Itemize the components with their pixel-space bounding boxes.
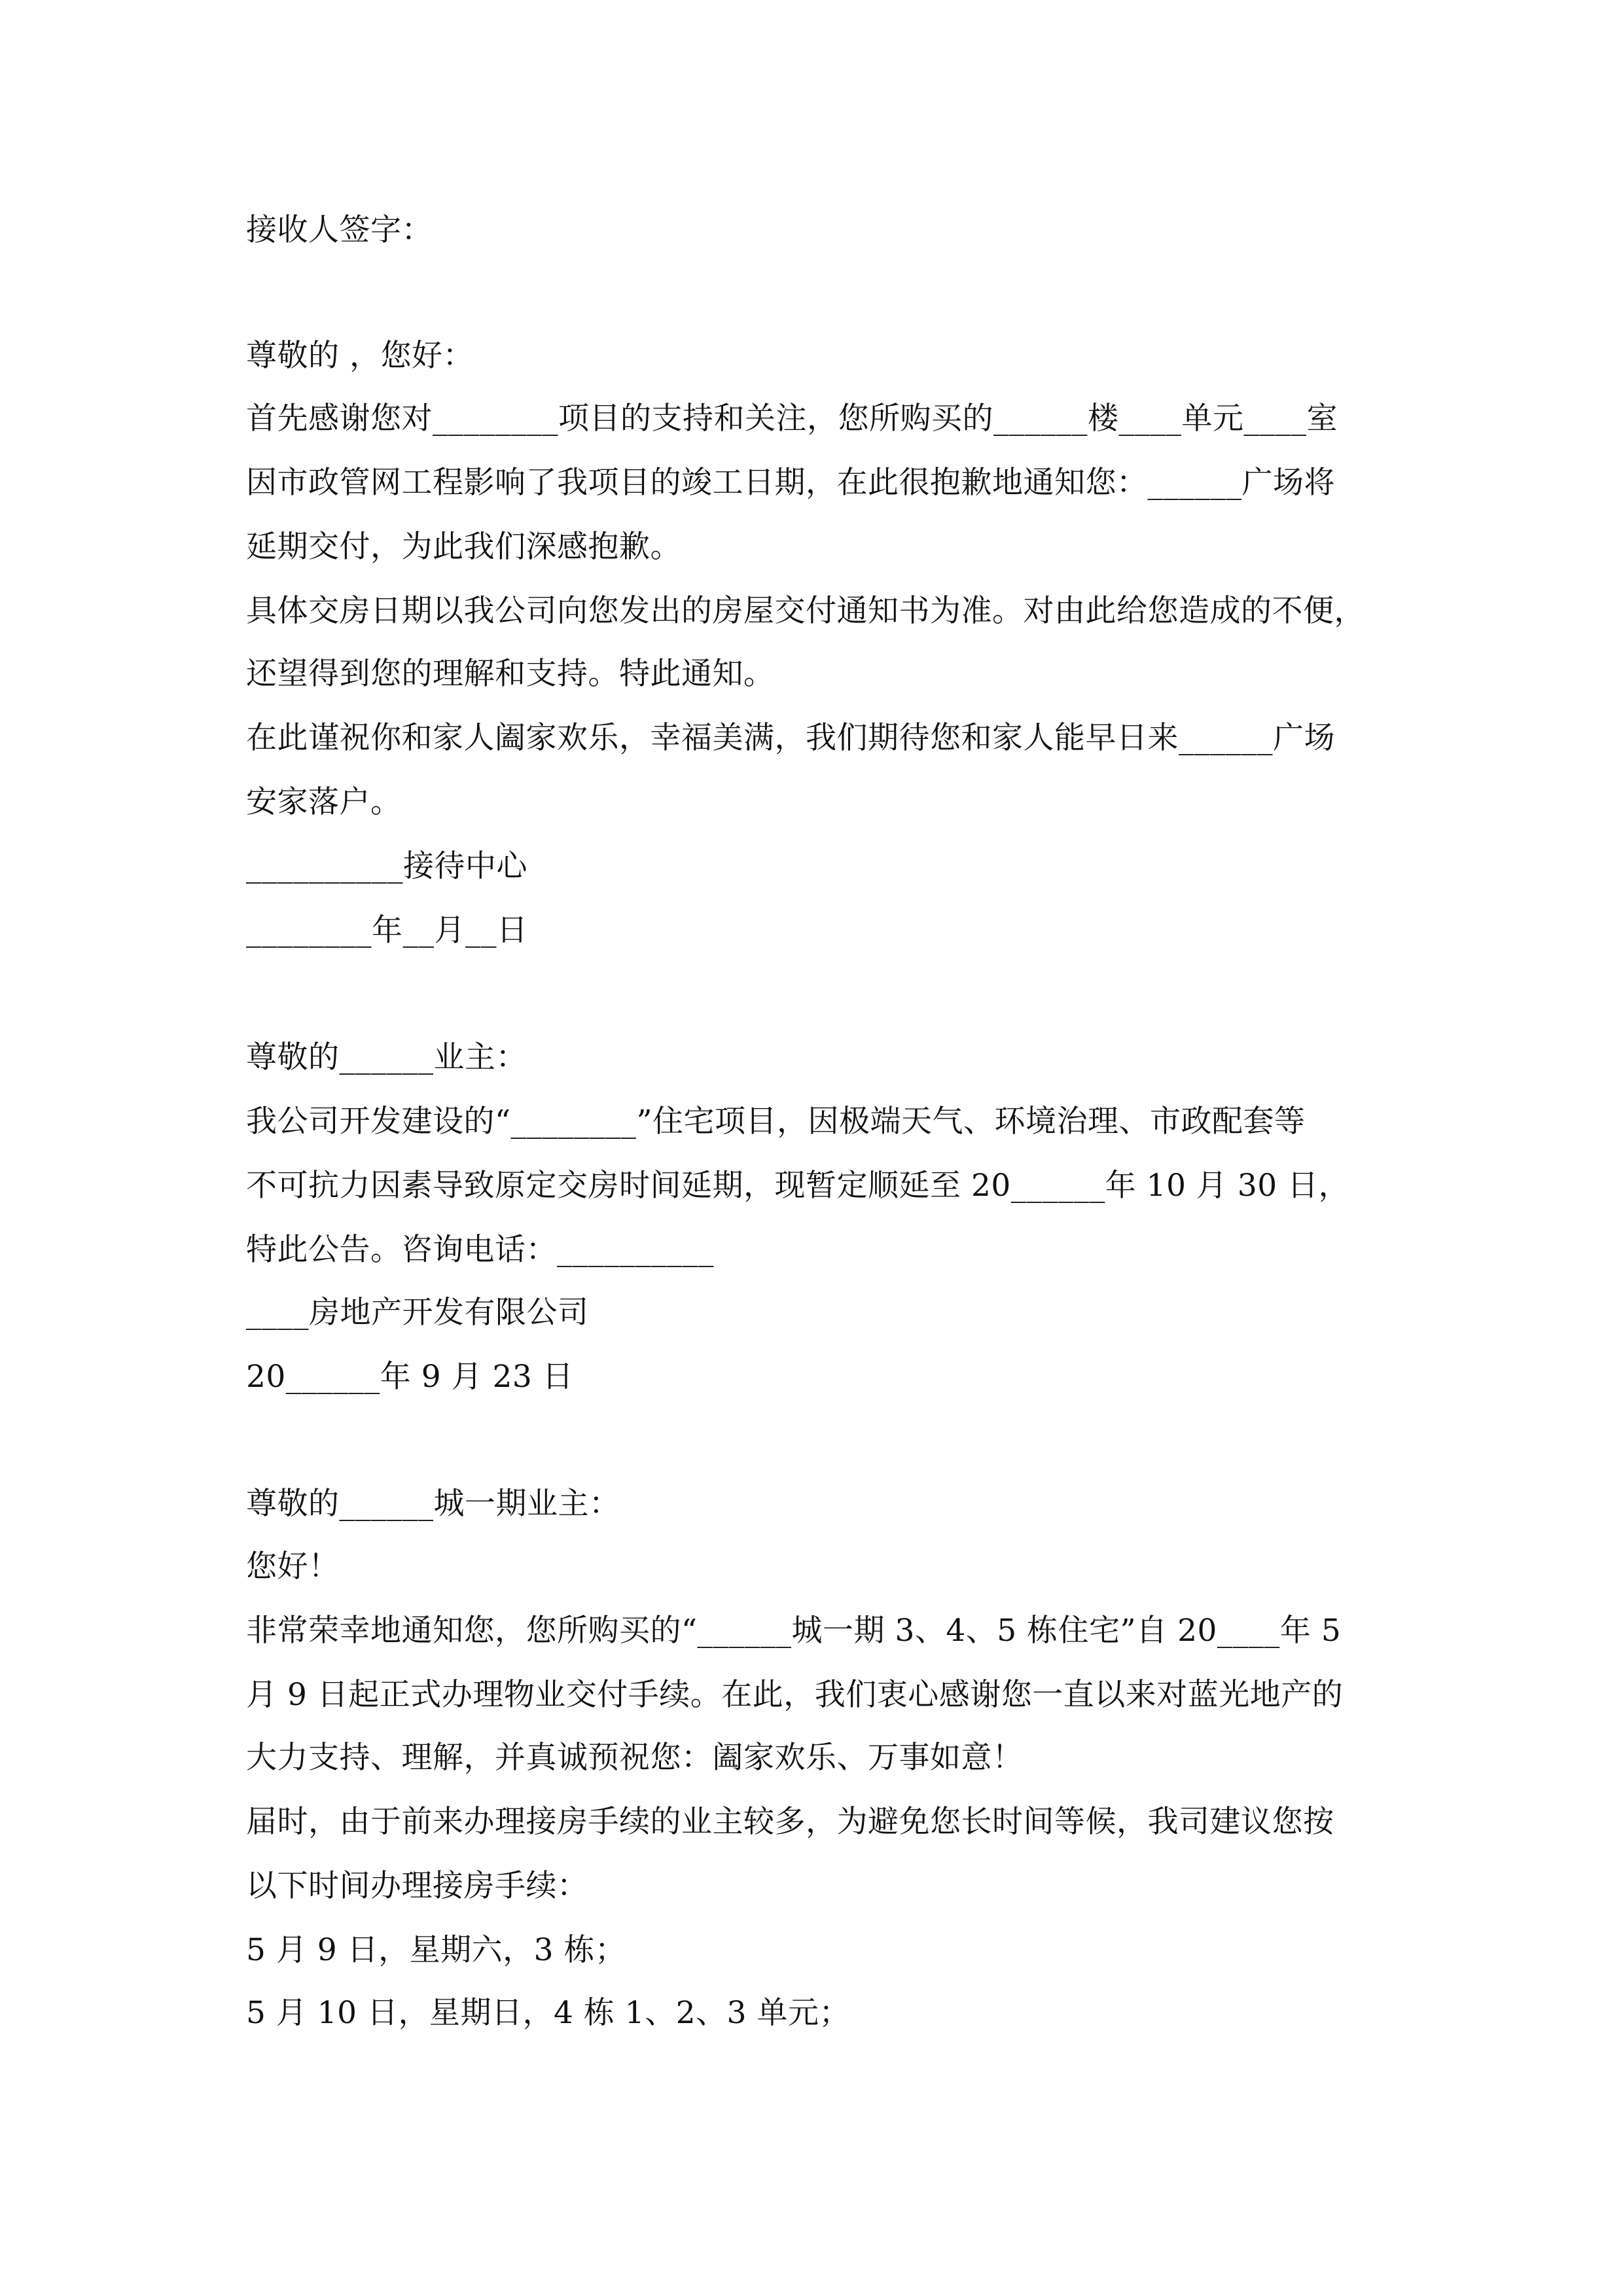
notice2-sender: ____房地产开发有限公司 (246, 1295, 589, 1331)
notice1-sender: __________接待中心 (246, 848, 527, 884)
receiver-signature: 接收人签字： (246, 212, 433, 248)
notice1-date: ________年__月__日 (246, 912, 528, 948)
notice1-greeting: 尊敬的 ，您好： (246, 338, 474, 374)
notice2-line: 特此公告。咨询电话：__________ (246, 1232, 714, 1268)
notice3-line: 月 9 日起正式办理物业交付手续。在此，我们衷心感谢您一直以来对蓝光地产的 (246, 1677, 1344, 1713)
notice3-schedule-item: 5 月 9 日，星期六，3 栋； (246, 1932, 626, 1968)
notice1-line: 还望得到您的理解和支持。特此通知。 (246, 656, 775, 692)
notice3-schedule-item: 5 月 10 日，星期日，4 栋 1、2、3 单元； (246, 1995, 850, 2031)
notice3-line: 以下时间办理接房手续： (246, 1868, 588, 1904)
notice1-line: 延期交付，为此我们深感抱歉。 (246, 529, 681, 565)
notice2-line: 我公司开发建设的“________”住宅项目，因极端天气、环境治理、市政配套等 (246, 1103, 1306, 1139)
notice1-line: 首先感谢您对________项目的支持和关注，您所购买的______楼____单元____室 (246, 401, 1338, 437)
notice1-line: 安家落户。 (246, 784, 402, 820)
notice1-line: 在此谨祝你和家人阖家欢乐，幸福美满，我们期待您和家人能早日来______广场 (246, 720, 1335, 756)
notice3-line: 非常荣幸地通知您，您所购买的“______城一期 3、4、5 栋住宅”自 20____年 5 (246, 1613, 1342, 1649)
notice3-greeting: 尊敬的______城一期业主： (246, 1486, 620, 1522)
notice2-date: 20______年 9 月 23 日 (246, 1359, 574, 1395)
notice1-line: 因市政管网工程影响了我项目的竣工日期，在此很抱歉地通知您：______广场将 (246, 465, 1335, 501)
notice3-line: 大力支持、理解，并真诚预祝您：阖家欢乐、万事如意！ (246, 1740, 1024, 1776)
notice2-line: 不可抗力因素导致原定交房时间延期，现暂定顺延至 20______年 10 月 30 日， (246, 1168, 1350, 1204)
notice2-greeting: 尊敬的______业主： (246, 1039, 527, 1075)
notice1-line: 具体交房日期以我公司向您发出的房屋交付通知书为准。对由此给您造成的不便， (246, 593, 1365, 629)
notice3-line: 届时，由于前来办理接房手续的业主较多，为避免您长时间等候，我司建议您按 (246, 1804, 1334, 1840)
notice3-salutation: 您好！ (246, 1549, 340, 1585)
